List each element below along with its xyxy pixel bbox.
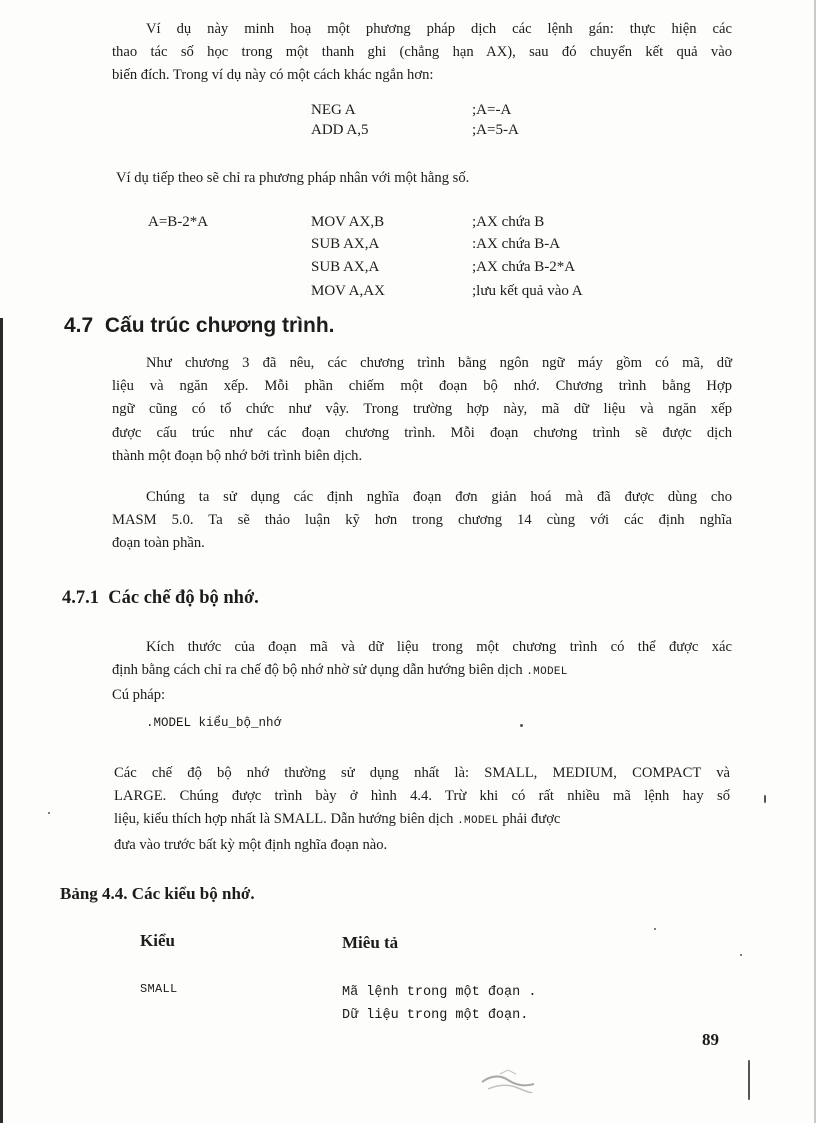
para-text: định bằng cách chỉ ra chế độ bộ nhớ nhờ sử dụng dẫn hướng biên dịch bbox=[112, 662, 527, 679]
page-number: 89 bbox=[702, 1030, 719, 1049]
intro-line: Ví dụ này minh hoạ một phương pháp dịch các lệnh gán: thực hiện các bbox=[146, 21, 732, 37]
intro-line: thao tác số học trong một thanh ghi (chẳng hạn AX), sau đó chuyển kết quả vào bbox=[112, 44, 732, 61]
code-instr: MOV A,AX bbox=[311, 283, 385, 299]
subsection-paragraph-1 bbox=[112, 636, 732, 708]
para-line: LARGE. Chúng được trình bày ở hình 4.4. Trừ khi có rất nhiều mã lệnh hay số bbox=[114, 788, 730, 805]
para-line: liệu và ngăn xếp. Mỗi phần chiếm một đoạn bộ nhớ. Chương trình bằng Hợp bbox=[112, 378, 732, 395]
code-comment: :AX chứa B-A bbox=[472, 236, 561, 252]
code-instr: MOV AX,B bbox=[311, 214, 385, 230]
para-line: đoạn toàn phần. bbox=[112, 535, 205, 552]
table-cell-kind: SMALL bbox=[140, 982, 178, 996]
para-line: ngữ cũng có tổ chức như vậy. Trong trường hợp này, mã dữ liệu và ngăn xếp bbox=[112, 401, 732, 418]
para-line: Như chương 3 đã nêu, các chương trình bằng ngôn ngữ máy gồm có mã, dữ bbox=[146, 355, 732, 371]
code-instr: SUB AX,A bbox=[311, 236, 380, 252]
intro-paragraph bbox=[112, 18, 732, 88]
code-comment: ;A=5-A bbox=[472, 122, 519, 138]
code-instr: NEG A bbox=[311, 102, 356, 118]
subsection-title: Các chế độ bộ nhớ. bbox=[108, 588, 259, 608]
code-instr: SUB AX,A bbox=[311, 259, 380, 275]
scan-speck bbox=[48, 812, 50, 814]
para-line: được cấu trúc như các đoạn chương trình. Mỗi đoạn chương trình sẽ được dịch bbox=[112, 424, 732, 441]
table-header-desc: Miêu tả bbox=[342, 933, 399, 952]
scan-speck bbox=[740, 954, 742, 956]
section-title: Cấu trúc chương trình. bbox=[104, 314, 335, 337]
para-line: đưa vào trước bất kỳ một định nghĩa đoạn nào. bbox=[114, 836, 388, 853]
scan-speck bbox=[748, 1060, 750, 1100]
syntax-line: .MODEL kiểu_bộ_nhớ bbox=[146, 716, 282, 730]
scan-speck bbox=[520, 724, 523, 727]
section-paragraph-1 bbox=[112, 352, 732, 468]
table-header-kind: Kiểu bbox=[140, 931, 175, 950]
para-line: Chúng ta sử dụng các định nghĩa đoạn đơn giản hoá mà đã được dùng cho bbox=[146, 489, 732, 505]
intro-line: biến đích. Trong ví dụ này có một cách khác ngắn hơn: bbox=[112, 67, 434, 84]
code-comment: ;lưu kết quả vào A bbox=[472, 283, 583, 299]
code-comment: ;AX chứa B-2*A bbox=[472, 259, 576, 275]
para-line: Cú pháp: bbox=[112, 687, 166, 704]
para-line bbox=[114, 808, 730, 833]
table-cell-desc: Dữ liệu trong một đoạn. bbox=[342, 1008, 529, 1023]
para-line: Kích thước của đoạn mã và dữ liệu trong một chương trình có thể được xác bbox=[146, 639, 732, 655]
table-cell-desc: Mã lệnh trong một đoạn . bbox=[342, 985, 537, 1000]
para-line: thành một đoạn bộ nhớ bởi trình biên dịch. bbox=[112, 447, 363, 464]
scan-speck bbox=[764, 795, 766, 803]
page-edge-shadow bbox=[0, 318, 3, 1123]
model-keyword: .MODEL bbox=[526, 666, 568, 679]
para-text: liệu, kiểu thích hợp nhất là SMALL. Dẫn hướng biên dịch bbox=[114, 811, 458, 828]
code-comment: ;A=-A bbox=[472, 102, 512, 118]
code-label: A=B-2*A bbox=[148, 214, 209, 230]
code-instr: ADD A,5 bbox=[311, 122, 369, 138]
scan-smudge bbox=[478, 1062, 538, 1102]
subsection-paragraph-2 bbox=[114, 762, 730, 857]
scan-speck bbox=[654, 928, 656, 930]
example2-text: Ví dụ tiếp theo sẽ chỉ ra phương pháp nhân với một hằng số. bbox=[116, 170, 470, 186]
code-comment: ;AX chứa B bbox=[472, 214, 545, 230]
section-number: 4.7 bbox=[64, 314, 94, 337]
para-line: Các chế độ bộ nhớ thường sử dụng nhất là: SMALL, MEDIUM, COMPACT và bbox=[114, 765, 730, 781]
subsection-number: 4.7.1 bbox=[62, 588, 99, 608]
subsection-heading bbox=[62, 588, 259, 609]
model-keyword: .MODEL bbox=[457, 815, 499, 828]
section-heading bbox=[64, 314, 335, 338]
table-caption: Bảng 4.4. Các kiểu bộ nhớ. bbox=[60, 884, 255, 903]
para-line: MASM 5.0. Ta sẽ thảo luận kỹ hơn trong chương 14 cùng với các định nghĩa bbox=[112, 512, 732, 529]
para-line bbox=[112, 659, 732, 684]
section-paragraph-2 bbox=[112, 486, 732, 556]
para-text: phải được bbox=[498, 811, 561, 828]
